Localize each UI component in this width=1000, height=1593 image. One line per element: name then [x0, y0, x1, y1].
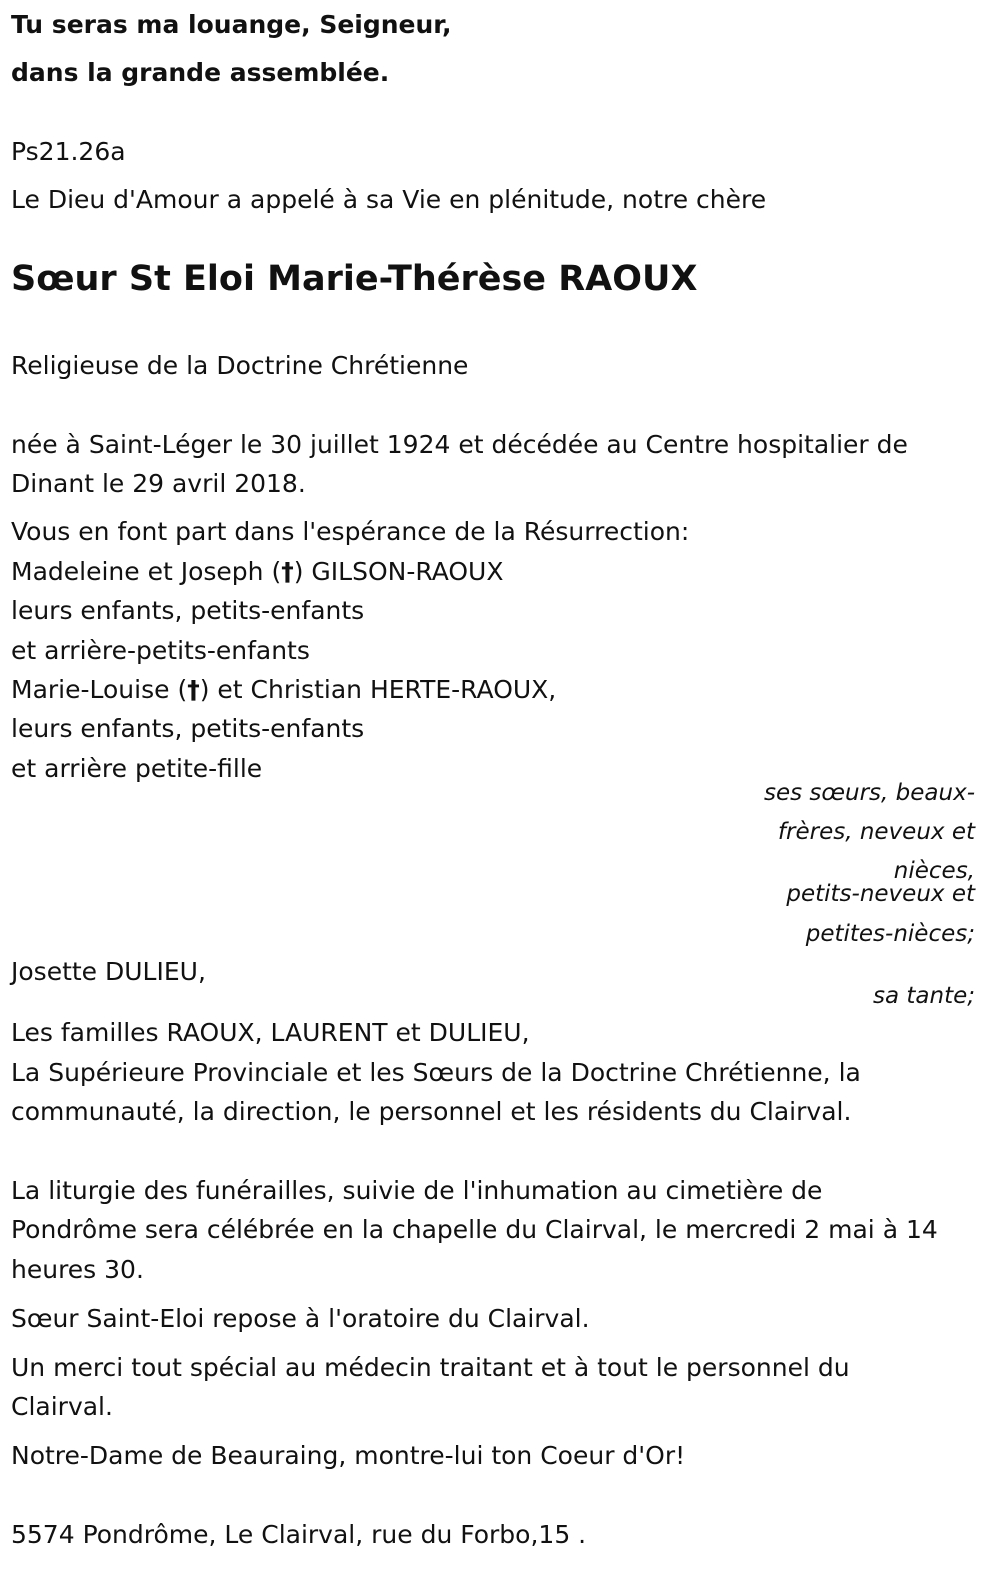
family-marielouise: Marie-Louise (†) et Christian HERTE-RAOUX, [11, 675, 557, 704]
funeral-line-1: La liturgie des funérailles, suivie de l'inhumation au cimetière de [11, 1176, 823, 1205]
thanks-line-2: Clairval. [11, 1392, 113, 1421]
relation-2-line-2: petites-nièces; [805, 921, 975, 947]
community-line-1: La Supérieure Provinciale et les Sœurs de la Doctrine Chrétienne, la [11, 1058, 861, 1087]
community-line-2: communauté, la direction, le personnel et les résidents du Clairval. [11, 1097, 852, 1126]
relation-3: sa tante; [873, 983, 975, 1009]
birth-death-line-1: née à Saint-Léger le 30 juillet 1924 et décédée au Centre hospitalier de [11, 430, 908, 459]
intro-text: Le Dieu d'Amour a appelé à sa Vie en plénitude, notre chère [11, 185, 767, 214]
family-families: Les familles RAOUX, LAURENT et DULIEU, [11, 1018, 530, 1047]
relation-2-line-1: petits-neveux et [786, 881, 975, 907]
relation-1-line-3: nièces, [893, 858, 975, 884]
deceased-name: Sœur St Eloi Marie-Thérèse RAOUX [11, 259, 698, 299]
family-madeleine: Madeleine et Joseph (†) GILSON-RAOUX [11, 557, 504, 586]
funeral-line-2: Pondrôme sera célébrée en la chapelle du Clairval, le mercredi 2 mai à 14 [11, 1215, 938, 1244]
family-children-1: leurs enfants, petits-enfants [11, 596, 365, 625]
cross-icon: † [187, 675, 200, 704]
rest-text: Sœur Saint-Eloi repose à l'oratoire du Clairval. [11, 1304, 590, 1333]
cross-icon: † [281, 557, 294, 586]
verse-line-1: Tu seras ma louange, Seigneur, [11, 10, 452, 39]
thanks-line-1: Un merci tout spécial au médecin traitant et à tout le personnel du [11, 1353, 850, 1382]
relation-1-line-1: ses sœurs, beaux- [763, 780, 975, 806]
family-children-2: leurs enfants, petits-enfants [11, 714, 365, 743]
family-greatchildren-1: et arrière-petits-enfants [11, 636, 310, 665]
family-intro: Vous en font part dans l'espérance de la Résurrection: [11, 517, 690, 546]
prayer-text: Notre-Dame de Beauraing, montre-lui ton Coeur d'Or! [11, 1441, 686, 1470]
relation-1-line-2: frères, neveux et [777, 819, 975, 845]
verse-reference: Ps21.26a [11, 137, 126, 166]
birth-death-line-2: Dinant le 29 avril 2018. [11, 469, 306, 498]
address-text: 5574 Pondrôme, Le Clairval, rue du Forbo,15 . [11, 1520, 587, 1549]
verse-line-2: dans la grande assemblée. [11, 58, 390, 87]
family-josette: Josette DULIEU, [11, 957, 206, 986]
family-greatchildren-2: et arrière petite-fille [11, 754, 263, 783]
funeral-line-3: heures 30. [11, 1255, 144, 1284]
deceased-role: Religieuse de la Doctrine Chrétienne [11, 351, 469, 380]
